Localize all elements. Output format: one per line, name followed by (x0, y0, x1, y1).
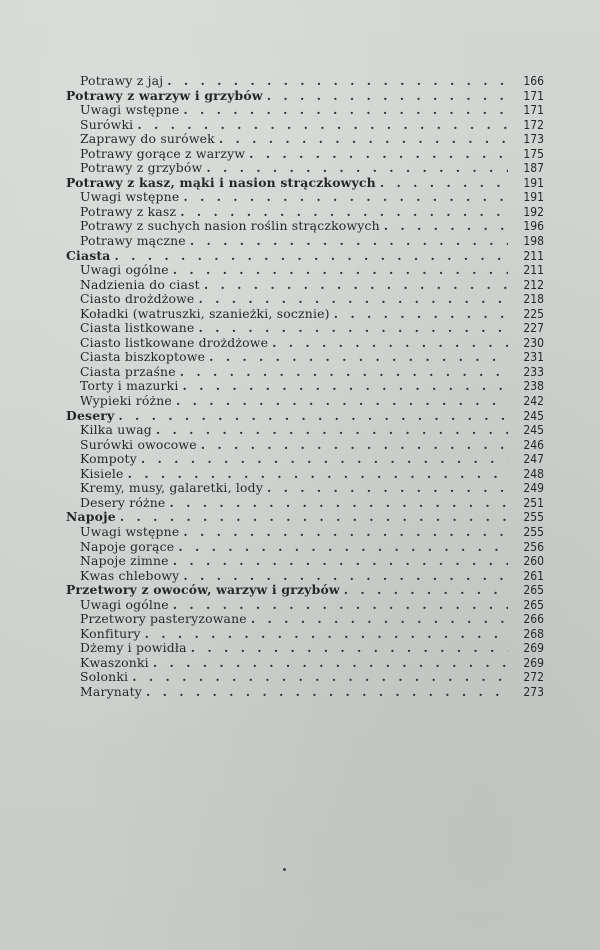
toc-entry (66, 205, 544, 220)
dot-leader (183, 379, 508, 394)
table-of-contents (66, 74, 544, 700)
toc-entry-title: Napoje gorące (80, 538, 175, 554)
toc-entry (66, 481, 544, 496)
toc-entry-title: Torty i mazurki (80, 378, 179, 394)
toc-page-number: 266 (523, 612, 544, 627)
dot-leader (146, 685, 508, 700)
toc-section-heading (66, 176, 544, 191)
toc-section-heading (66, 409, 544, 424)
toc-page-number: 245 (523, 423, 544, 438)
dot-leader (169, 496, 508, 511)
toc-page-number: 171 (523, 88, 544, 103)
toc-entry-title: Potrawy gorące z warzyw (80, 145, 246, 161)
dot-leader (167, 74, 508, 89)
toc-entry-title: Ciasto listkowane drożdżowe (80, 334, 269, 350)
toc-entry-title: Napoje (66, 509, 116, 525)
toc-entry (66, 394, 544, 409)
toc-entry-title: Solonki (80, 669, 129, 685)
toc-page-number: 269 (523, 641, 544, 656)
toc-page-number: 249 (523, 481, 544, 496)
dot-leader (173, 598, 508, 613)
toc-page-number: 225 (523, 306, 544, 321)
toc-entry-title: Marynaty (80, 683, 142, 699)
toc-page-number: 211 (523, 248, 544, 263)
toc-entry-title: Potrawy z grzybów (80, 160, 203, 176)
dot-leader (156, 423, 508, 438)
toc-page-number: 251 (523, 495, 544, 510)
toc-entry-title: Ciasta (66, 247, 111, 263)
toc-page-number: 265 (523, 583, 544, 598)
dot-leader (384, 219, 508, 234)
toc-entry (66, 612, 544, 627)
toc-page-number: 233 (523, 364, 544, 379)
toc-entry (66, 350, 544, 365)
toc-entry-title: Napoje zimne (80, 553, 169, 569)
dot-leader (190, 234, 508, 249)
dot-leader (141, 452, 508, 467)
toc-page-number: 256 (523, 539, 544, 554)
toc-entry (66, 365, 544, 380)
toc-page-number: 246 (523, 437, 544, 452)
toc-entry (66, 496, 544, 511)
toc-entry-title: Ciasta listkowane (80, 320, 195, 336)
toc-page-number: 211 (523, 263, 544, 278)
toc-entry-title: Potrawy z suchych nasion roślin strączkowych (80, 218, 380, 234)
dot-leader (209, 350, 508, 365)
toc-entry (66, 656, 544, 671)
toc-page-number: 272 (523, 670, 544, 685)
toc-entry-title: Potrawy mączne (80, 233, 186, 249)
toc-page-number: 212 (523, 277, 544, 292)
toc-section-heading (66, 249, 544, 264)
toc-entry-title: Uwagi ogólne (80, 596, 169, 612)
toc-entry-title: Desery różne (80, 494, 166, 510)
toc-entry (66, 627, 544, 642)
toc-entry (66, 379, 544, 394)
toc-page-number: 192 (523, 204, 544, 219)
toc-entry (66, 307, 544, 322)
dot-leader (120, 510, 508, 525)
toc-entry-title: Potrawy z kasz, mąki i nasion strączkowych (66, 174, 376, 190)
toc-entry-title: Dżemy i powidła (80, 640, 187, 656)
toc-entry-title: Uwagi wstępne (80, 102, 180, 118)
dot-leader (180, 365, 508, 380)
toc-entry-title: Uwagi ogólne (80, 262, 169, 278)
toc-page-number: 231 (523, 350, 544, 365)
toc-page-number: 260 (523, 554, 544, 569)
toc-entry (66, 74, 544, 89)
dot-leader (334, 307, 508, 322)
dot-leader (145, 627, 508, 642)
dot-leader (251, 612, 508, 627)
toc-entry (66, 452, 544, 467)
toc-entry (66, 569, 544, 584)
toc-entry (66, 292, 544, 307)
toc-page-number: 172 (523, 117, 544, 132)
toc-page-number: 269 (523, 655, 544, 670)
toc-entry-title: Kompoty (80, 451, 137, 467)
toc-entry-title: Nadzienia do ciast (80, 276, 200, 292)
dot-leader (198, 292, 508, 307)
dot-leader (183, 103, 508, 118)
toc-entry-title: Ciasta przaśne (80, 363, 176, 379)
dot-leader (180, 205, 508, 220)
toc-page-number: 171 (523, 103, 544, 118)
toc-page-number: 255 (523, 510, 544, 525)
toc-page-number: 227 (523, 321, 544, 336)
dot-leader (128, 467, 508, 482)
dot-leader (183, 190, 508, 205)
toc-entry-title: Przetwory pasteryzowane (80, 611, 247, 627)
toc-entry-title: Koładki (watruszki, szanieżki, socznie) (80, 305, 330, 321)
toc-entry (66, 161, 544, 176)
toc-page-number: 268 (523, 626, 544, 641)
toc-page-number: 248 (523, 466, 544, 481)
dot-leader (153, 656, 508, 671)
toc-entry (66, 118, 544, 133)
toc-entry-title: Desery (66, 407, 115, 423)
toc-entry (66, 525, 544, 540)
toc-entry (66, 103, 544, 118)
dot-leader (191, 641, 508, 656)
toc-entry (66, 147, 544, 162)
toc-page-number: 261 (523, 568, 544, 583)
toc-entry-title: Surówki (80, 116, 134, 132)
toc-entry (66, 278, 544, 293)
toc-page-number: 187 (523, 161, 544, 176)
toc-entry-title: Kwas chlebowy (80, 567, 180, 583)
dot-leader (201, 438, 508, 453)
toc-page-number: 230 (523, 335, 544, 350)
toc-page-number: 242 (523, 394, 544, 409)
toc-page-number: 255 (523, 524, 544, 539)
toc-page-number: 173 (523, 132, 544, 147)
toc-entry (66, 438, 544, 453)
dot-leader (272, 336, 508, 351)
toc-entry-title: Kilka uwag (80, 422, 152, 438)
toc-entry-title: Wypieki różne (80, 393, 172, 409)
dot-leader (176, 394, 508, 409)
toc-entry-title: Ciasto drożdżowe (80, 291, 195, 307)
toc-entry (66, 641, 544, 656)
toc-page-number: 265 (523, 597, 544, 612)
toc-entry (66, 336, 544, 351)
toc-section-heading (66, 583, 544, 598)
toc-entry-title: Ciasta biszkoptowe (80, 349, 206, 365)
toc-entry (66, 670, 544, 685)
toc-page-number: 175 (523, 146, 544, 161)
toc-page-number: 191 (523, 175, 544, 190)
toc-entry-title: Kisiele (80, 465, 124, 481)
toc-entry (66, 423, 544, 438)
toc-page-number: 191 (523, 190, 544, 205)
dot-leader (178, 540, 508, 555)
toc-entry-title: Kremy, musy, galaretki, lody (80, 480, 264, 496)
dot-leader (183, 525, 508, 540)
toc-entry (66, 540, 544, 555)
dot-leader (137, 118, 508, 133)
toc-entry-title: Potrawy z kasz (80, 203, 177, 219)
toc-entry-title: Potrawy z jaj (80, 73, 164, 88)
toc-entry (66, 685, 544, 700)
toc-entry (66, 467, 544, 482)
toc-entry-title: Kwaszonki (80, 654, 149, 670)
dot-leader (380, 176, 508, 191)
toc-entry (66, 132, 544, 147)
toc-page-number: 218 (523, 292, 544, 307)
dot-leader (115, 249, 508, 264)
toc-entry (66, 263, 544, 278)
dot-leader (267, 89, 508, 104)
dot-leader (183, 569, 508, 584)
toc-entry-title: Przetwory z owoców, warzyw i grzybów (66, 582, 340, 598)
dot-leader (132, 670, 508, 685)
dot-leader (219, 132, 508, 147)
page-dot-mark (283, 868, 286, 871)
toc-entry (66, 554, 544, 569)
toc-section-heading (66, 510, 544, 525)
dot-leader (267, 481, 508, 496)
toc-entry (66, 234, 544, 249)
dot-leader (206, 161, 508, 176)
dot-leader (198, 321, 508, 336)
toc-entry (66, 219, 544, 234)
toc-section-heading (66, 89, 544, 104)
toc-entry-title: Uwagi wstępne (80, 523, 180, 539)
toc-page-number: 247 (523, 452, 544, 467)
toc-page-number: 245 (523, 408, 544, 423)
toc-entry-title: Uwagi wstępne (80, 189, 180, 205)
dot-leader (249, 147, 508, 162)
dot-leader (204, 278, 508, 293)
toc-page-number: 238 (523, 379, 544, 394)
dot-leader (173, 554, 508, 569)
toc-entry (66, 598, 544, 613)
dot-leader (173, 263, 508, 278)
toc-entry (66, 321, 544, 336)
toc-page-number: 198 (523, 234, 544, 249)
toc-entry-title: Surówki owocowe (80, 436, 197, 452)
toc-page-number: 196 (523, 219, 544, 234)
toc-entry (66, 190, 544, 205)
toc-entry-title: Zaprawy do surówek (80, 131, 215, 147)
toc-entry-title: Potrawy z warzyw i grzybów (66, 87, 263, 103)
toc-entry-title: Konfitury (80, 625, 141, 641)
toc-page-number: 273 (523, 684, 544, 699)
toc-page-number: 166 (523, 74, 544, 88)
dot-leader (118, 409, 508, 424)
dot-leader (344, 583, 508, 598)
